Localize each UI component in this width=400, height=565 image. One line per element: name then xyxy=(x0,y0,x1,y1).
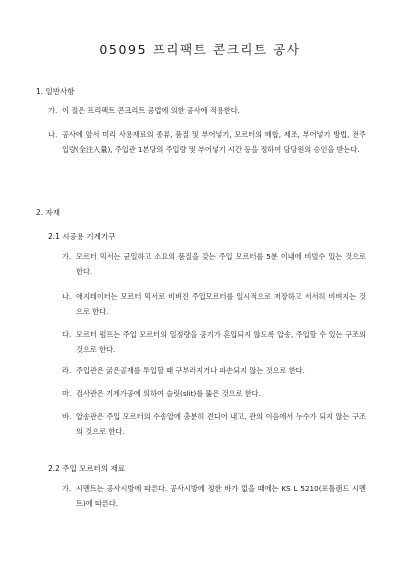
item-marker: 마. xyxy=(62,389,72,398)
item-marker: 바. xyxy=(62,412,72,421)
list-item xyxy=(62,386,366,401)
list-item xyxy=(62,289,366,319)
item-marker: 가. xyxy=(62,252,72,261)
item-text: 모르터 펌프는 주입 모르터의 일정량을 공기가 혼입되지 않도록 압송, 주입할 수 있는 구조의 것으로 한다. xyxy=(76,330,366,354)
section-heading-materials: 2. 자재 xyxy=(36,208,61,217)
list-item xyxy=(62,481,366,511)
list-item xyxy=(62,249,366,279)
item-text: 검사관은 기계가공에 의하여 슬릿(slit)를 뚫은 것으로 한다. xyxy=(76,389,261,398)
item-text: 압송관은 주입 모르터의 수송압에 충분히 견디어 내고, 관의 이음에서 누수가 되지 않는 구조의 것으로 한다. xyxy=(76,412,366,436)
document-title: 05095 프리팩트 콘크리트 공사 xyxy=(99,42,301,57)
item-marker: 다. xyxy=(62,330,72,339)
item-text: 시멘트는 공사시방에 따른다. 공사시방에 정한 바가 없을 때에는 KS L 5210(포틀랜드 시멘트)에 따른다. xyxy=(76,484,366,508)
list-item xyxy=(62,363,366,378)
list-item xyxy=(48,103,366,118)
item-text: 모르터 믹서는 균일하고 소요의 품질을 갖는 주입 모르터를 5분 이내에 비빌수 있는 것으로 한다. xyxy=(76,252,366,276)
section-heading-general: 1. 일반사항 xyxy=(36,87,75,96)
subsection-heading-equipment: 2.1 시공용 기계기구 xyxy=(48,232,116,241)
list-item xyxy=(62,409,366,439)
item-text: 이 절은 프리팩트 콘크리트 공법에 의한 공사에 적용한다. xyxy=(62,106,240,115)
item-text: 공사에 앞서 미리 사용재료의 종류, 품질 및 부어넣기, 모르터의 배합, 제조, 부어넣기 방법, 전주입량(全注入量), 주입관 1본당의 주입량 및 부어넣기 시간 등을 정하여 담당원의 승인을 받는다. xyxy=(62,130,366,154)
item-text: 애지테이터는 모르터 믹서로 비벼진 주입모르터를 일시적으로 저장하고 서서히 비벼지는 것으로 한다. xyxy=(76,292,366,316)
item-marker: 가. xyxy=(48,106,58,115)
item-text: 주입관은 굵은골재를 투입할 때 구부러지거나 파손되지 않는 것으로 한다. xyxy=(76,366,305,375)
subsection-heading-mortar-materials: 2.2 주입 모르터의 재료 xyxy=(48,464,126,473)
item-marker: 나. xyxy=(62,292,72,301)
item-marker: 가. xyxy=(62,484,72,493)
item-marker: 나. xyxy=(48,130,58,139)
item-marker: 라. xyxy=(62,366,72,375)
list-item xyxy=(62,327,366,357)
list-item xyxy=(48,127,366,157)
